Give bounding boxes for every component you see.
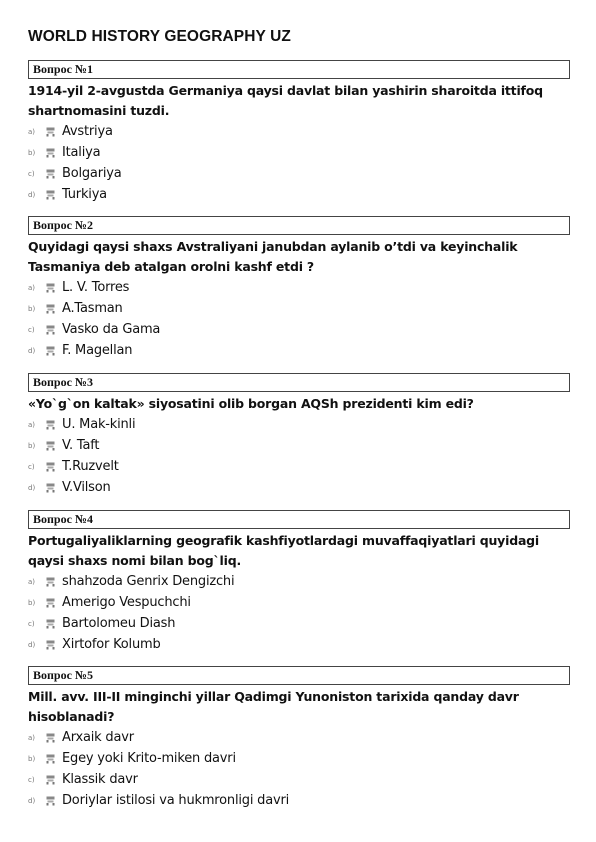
option-text: Bolgariya — [62, 166, 122, 181]
radio-option-icon[interactable] — [46, 419, 60, 431]
option-letter: a) — [28, 127, 36, 136]
answer-option[interactable] — [28, 769, 570, 790]
question-number-header: Вопрос №3 — [28, 373, 570, 392]
question-block — [28, 510, 570, 655]
option-text: Doriylar istilosi va hukmronligi davri — [62, 793, 290, 808]
option-text: Egey yoki Krito-miken davri — [62, 751, 236, 766]
answer-option[interactable] — [28, 184, 570, 205]
option-text: shahzoda Genrix Dengizchi — [62, 574, 235, 589]
radio-option-icon[interactable] — [46, 618, 60, 630]
option-text: T.Ruzvelt — [62, 459, 119, 474]
radio-option-icon[interactable] — [46, 126, 60, 138]
answer-option[interactable] — [28, 163, 570, 184]
radio-option-icon[interactable] — [46, 482, 60, 494]
option-letter: d) — [28, 190, 36, 199]
option-letter: a) — [28, 577, 36, 586]
answer-option[interactable] — [28, 298, 570, 319]
radio-option-icon[interactable] — [46, 189, 60, 201]
radio-option-icon[interactable] — [46, 774, 60, 786]
answer-option[interactable] — [28, 435, 570, 456]
radio-option-icon[interactable] — [46, 345, 60, 357]
radio-option-icon[interactable] — [46, 732, 60, 744]
question-block — [28, 666, 570, 811]
question-text: 1914-yil 2-avgustda Germaniya qaysi davlat bilan yashirin sharoitda ittifoq shartnomasini tuzdi. — [28, 83, 543, 118]
answer-option[interactable] — [28, 634, 570, 655]
option-letter: b) — [28, 304, 36, 313]
option-letter: a) — [28, 283, 36, 292]
answer-option[interactable] — [28, 277, 570, 298]
option-letter: a) — [28, 733, 36, 742]
option-text: V. Taft — [62, 438, 100, 453]
answer-option[interactable] — [28, 319, 570, 340]
question-block — [28, 60, 570, 205]
answer-option[interactable] — [28, 142, 570, 163]
option-text: F. Magellan — [62, 343, 133, 358]
option-letter: c) — [28, 462, 35, 471]
option-text: Avstriya — [62, 124, 113, 139]
radio-option-icon[interactable] — [46, 639, 60, 651]
radio-option-icon[interactable] — [46, 753, 60, 765]
question-text: «Yo`g`on kaltak» siyosatini olib borgan AQSh prezidenti kim edi? — [28, 396, 474, 411]
question-block — [28, 373, 570, 498]
option-text: Arxaik davr — [62, 730, 134, 745]
option-letter: d) — [28, 346, 36, 355]
answer-option[interactable] — [28, 121, 570, 142]
question-number-header: Вопрос №4 — [28, 510, 570, 529]
option-letter: d) — [28, 483, 36, 492]
option-text: Italiya — [62, 145, 101, 160]
option-text: Amerigo Vespuchchi — [62, 595, 191, 610]
option-text: U. Mak-kinli — [62, 417, 136, 432]
question-text: Mill. avv. III-II minginchi yillar Qadimgi Yunoniston tarixida qanday davr hisoblanadi? — [28, 689, 519, 724]
option-letter: b) — [28, 754, 36, 763]
answer-option[interactable] — [28, 592, 570, 613]
option-letter: d) — [28, 640, 36, 649]
option-text: V.Vilson — [62, 480, 111, 495]
radio-option-icon[interactable] — [46, 597, 60, 609]
radio-option-icon[interactable] — [46, 168, 60, 180]
radio-option-icon[interactable] — [46, 440, 60, 452]
radio-option-icon[interactable] — [46, 282, 60, 294]
answer-option[interactable] — [28, 613, 570, 634]
answer-option[interactable] — [28, 748, 570, 769]
option-letter: c) — [28, 169, 35, 178]
option-letter: a) — [28, 420, 36, 429]
answer-option[interactable] — [28, 340, 570, 361]
option-letter: c) — [28, 775, 35, 784]
option-letter: b) — [28, 441, 36, 450]
option-letter: d) — [28, 796, 36, 805]
option-letter: b) — [28, 598, 36, 607]
option-text: L. V. Torres — [62, 280, 130, 295]
option-text: Bartolomeu Diash — [62, 616, 176, 631]
question-number-header: Вопрос №5 — [28, 666, 570, 685]
answer-option[interactable] — [28, 477, 570, 498]
option-text: Turkiya — [62, 187, 107, 202]
option-letter: c) — [28, 325, 35, 334]
radio-option-icon[interactable] — [46, 461, 60, 473]
radio-option-icon[interactable] — [46, 576, 60, 588]
option-text: A.Tasman — [62, 301, 123, 316]
option-text: Vasko da Gama — [62, 322, 161, 337]
answer-option[interactable] — [28, 414, 570, 435]
answer-option[interactable] — [28, 456, 570, 477]
answer-option[interactable] — [28, 727, 570, 748]
option-text: Xirtofor Kolumb — [62, 637, 161, 652]
option-letter: c) — [28, 619, 35, 628]
question-text: Quyidagi qaysi shaxs Avstraliyani janubdan aylanib o’tdi va keyinchalik Tasmaniya deb atalgan orolni kashf etdi ? — [28, 239, 518, 274]
answer-option[interactable] — [28, 790, 570, 811]
question-number-header: Вопрос №2 — [28, 216, 570, 235]
option-text: Klassik davr — [62, 772, 138, 787]
question-text: Portugaliyaliklarning geografik kashfiyotlardagi muvaffaqiyatlari quyidagi qaysi shaxs nomi bilan bog`liq. — [28, 533, 540, 568]
question-number-header: Вопрос №1 — [28, 60, 570, 79]
radio-option-icon[interactable] — [46, 324, 60, 336]
document-title: WORLD HISTORY GEOGRAPHY UZ — [28, 28, 291, 45]
option-letter: b) — [28, 148, 36, 157]
radio-option-icon[interactable] — [46, 303, 60, 315]
question-block — [28, 216, 570, 361]
answer-option[interactable] — [28, 571, 570, 592]
radio-option-icon[interactable] — [46, 795, 60, 807]
radio-option-icon[interactable] — [46, 147, 60, 159]
